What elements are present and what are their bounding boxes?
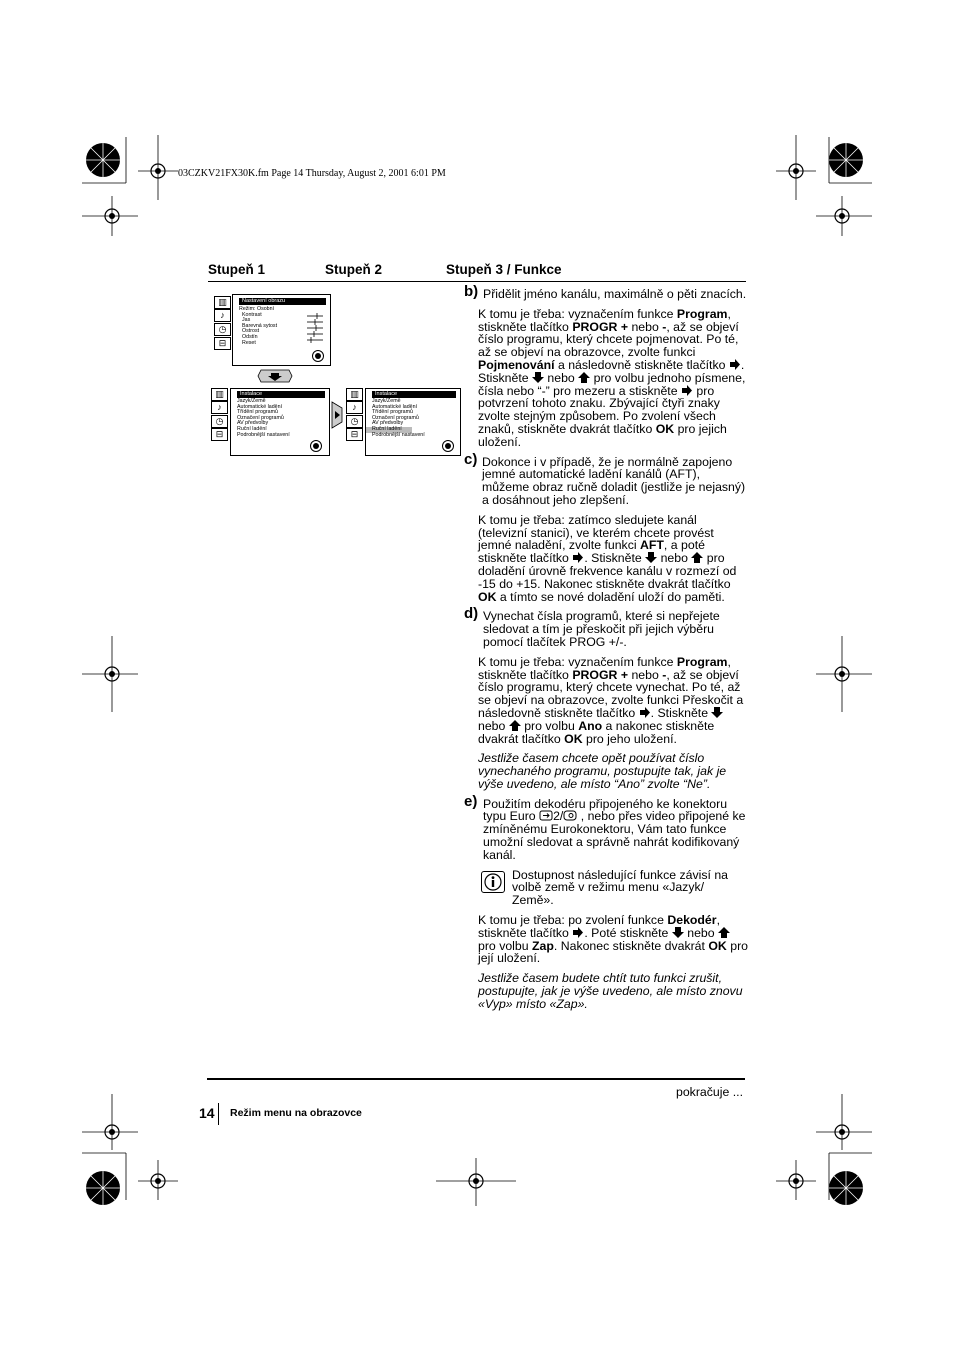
menu-line: Označení programů (237, 414, 284, 421)
item-intro: Vynechat čísla programů, které si nepřejete sledovat a tím je přeskočit při jejich výběru pomocí tlačítek PROG +/-. (483, 609, 720, 649)
timer-icon: ◷ (214, 323, 231, 336)
ok-button-icon (309, 440, 323, 452)
item-letter: b) (464, 283, 479, 300)
arrow-down-icon (645, 552, 657, 563)
right-button-icon (330, 400, 344, 430)
install-menu-right-box (365, 388, 461, 456)
menu-line: Jas (242, 317, 251, 324)
arrow-down-icon (672, 927, 684, 938)
item-c-instructions: K tomu je třeba: zatímco sledujete kanál (televizní stanici), ve kterém chcete provést jemné naladění, zvolte funkci AFT, a poté stiskněte tlačítko . Stiskněte nebo pro doladění úrovně frekvence kanálu v rozmezí od -15 do +15. Nakonec stiskněte dvakrát tlačítko OK a tímto se nové doladění uloží do paměti. (478, 512, 737, 604)
item-b-instructions: K tomu je třeba: vyznačením funkce Program, stiskněte tlačítko PROGR + nebo -, až se objeví číslo programu, který chcete pojmenovat. Po té, až se objeví na obrazovce, zvolte funkci Pojmenování a následovně stiskněte tlačítko . Stiskněte nebo pro volbu jednoho písmene, čísla nebo “-” pro mezeru a stiskněte pro potvrzení tohoto znaku. Zbývající čtyři znaky zvolte stejným způsobem. Po zvolení všech znaků, stiskněte dvakrát tlačítko OK pro jejich uložení. (478, 306, 746, 449)
menu-line: Jazyk/Země (372, 398, 401, 404)
menu-line: Odstín (242, 333, 258, 340)
menu-line: Kontrast (242, 311, 262, 318)
item-d (464, 605, 748, 649)
arrow-up-icon (509, 720, 521, 731)
info-icon (481, 871, 505, 893)
arrow-up-icon (578, 372, 590, 383)
menu-line: Reset (242, 339, 256, 346)
tv-icon: ▥ (346, 388, 363, 401)
file-info-line: 03CZKV21FX30K.fm Page 14 Thursday, August 2, 2001 6:01 PM (178, 168, 446, 179)
item-c (464, 450, 748, 507)
install-menu-title: Instalace (237, 391, 325, 398)
item-intro: Použitím dekodéru připojeného ke konektoru typu Euro 2/ , nebo přes video připojené ke zmíněnému Eurokonektoru, Vám tato funkce umožní sledovat a správně nahrát kodifikovaný kanál. (483, 796, 746, 862)
item-letter: d) (464, 605, 479, 623)
menu-line: Jazyk/Země (237, 398, 266, 404)
music-note-icon: ♪ (346, 401, 363, 414)
menu-line: Ostrost (242, 328, 260, 335)
section-title: Režim menu na obrazovce (230, 1107, 362, 1119)
menu-line: Třídění programů (237, 409, 278, 416)
timer-icon: ◷ (211, 415, 228, 428)
install-menu-title: Instalace (372, 391, 456, 398)
menu-line: AV předvolby (237, 420, 269, 427)
menu-line: AV předvolby (372, 420, 404, 427)
menu-line: Režim: Osobní (239, 306, 275, 312)
menu-line: Podrobnější nastavení (237, 431, 290, 438)
step-2-heading: Stupeň 2 (325, 262, 383, 277)
scart-connector-icon (539, 810, 553, 821)
menu-line: Automatické ladění (372, 403, 418, 410)
toolbox-icon: ⊟ (214, 337, 231, 350)
arrow-right-icon (572, 927, 584, 938)
step-1-heading: Stupeň 1 (208, 262, 266, 277)
footer-rule (207, 1078, 745, 1080)
install-menu-left-box (230, 388, 330, 456)
arrow-right-icon (729, 359, 741, 370)
continues-label: pokračuje ... (676, 1085, 743, 1099)
arrow-up-icon (691, 552, 703, 563)
menu-line-highlighted: Ruční ladění (366, 427, 412, 433)
menu-line: Označení programů (372, 414, 419, 421)
arrow-right-icon (572, 552, 584, 563)
step-3-heading: Stupeň 3 / Funkce (446, 262, 562, 277)
menu-line: Podrobnější nastavení (372, 431, 425, 438)
info-note: Dostupnost následující funkce závisí na volbě země v režimu menu «Jazyk/ Země». (478, 869, 748, 907)
down-button-icon (257, 368, 293, 384)
tv-icon: ▥ (214, 296, 231, 309)
picture-menu-title: Nastavení obrazu (239, 298, 326, 305)
timer-icon: ◷ (346, 415, 363, 428)
menu-line: Barevná sytost (242, 322, 278, 329)
item-intro: Dokonce i v případě, že je normálně zapojeno jemné automatické ladění kanálů (AFT), můžeme obraz ručně doladit (jestliže je nejasný) a dosáhnout jeho zlepšení. (482, 454, 746, 507)
arrow-right-icon (681, 385, 693, 396)
arrow-down-icon (711, 707, 723, 718)
page-number: 14 (199, 1105, 215, 1121)
instructions-column (464, 283, 749, 1018)
menu-line: Třídění programů (372, 409, 413, 416)
toolbox-icon: ⊟ (346, 428, 363, 441)
picture-menu-box (232, 294, 331, 366)
item-b (464, 283, 748, 301)
header-rule (208, 281, 746, 282)
item-d-note: Jestliže časem chcete opět používat číslo vynechaného programu, postupujte tak, jak je výše uvedeno, ale místo “Ano” zvolte “Ne”. (478, 751, 727, 791)
video-connector-icon (563, 810, 577, 821)
item-e (464, 792, 748, 862)
music-note-icon: ♪ (214, 309, 231, 322)
item-e-note: Jestliže časem budete chtít tuto funkci zrušit, postupujte, jak je výše uvedeno, ale místo znovu «Vyp» místo «Zap». (478, 971, 743, 1011)
footer-divider (218, 1103, 219, 1125)
ok-button-icon (441, 440, 455, 452)
item-letter: c) (464, 450, 478, 468)
menu-line: Automatické ladění (237, 403, 283, 410)
ok-button-icon (311, 350, 325, 362)
toolbox-icon: ⊟ (211, 428, 228, 441)
menu-line: Ruční ladění (237, 425, 267, 432)
tv-icon: ▥ (211, 388, 228, 401)
item-intro: Přidělit jméno kanálu, maximálně o pěti znacích. (483, 287, 747, 301)
arrow-up-icon (718, 927, 730, 938)
arrow-right-icon (639, 707, 651, 718)
slider-bars (305, 313, 325, 345)
item-e-instructions: K tomu je třeba: po zvolení funkce Dekodér, stiskněte tlačítko . Poté stiskněte nebo pro volbu Zap. Nakonec stiskněte dvakrát OK pro její uložení. (478, 913, 749, 966)
item-letter: e) (464, 792, 478, 810)
arrow-down-icon (532, 372, 544, 383)
music-note-icon: ♪ (211, 401, 228, 414)
item-d-instructions: K tomu je třeba: vyznačením funkce Program, stiskněte tlačítko PROGR + nebo -, až se objeví číslo programu, který chcete vynechat. Po té, až se objeví na obrazovce, zvolte funkci Přeskočit a následovně stiskněte tlačítko . Stiskněte nebo pro volbu Ano a nakonec stiskněte dvakrát tlačítko OK pro jeho uložení. (478, 654, 744, 746)
